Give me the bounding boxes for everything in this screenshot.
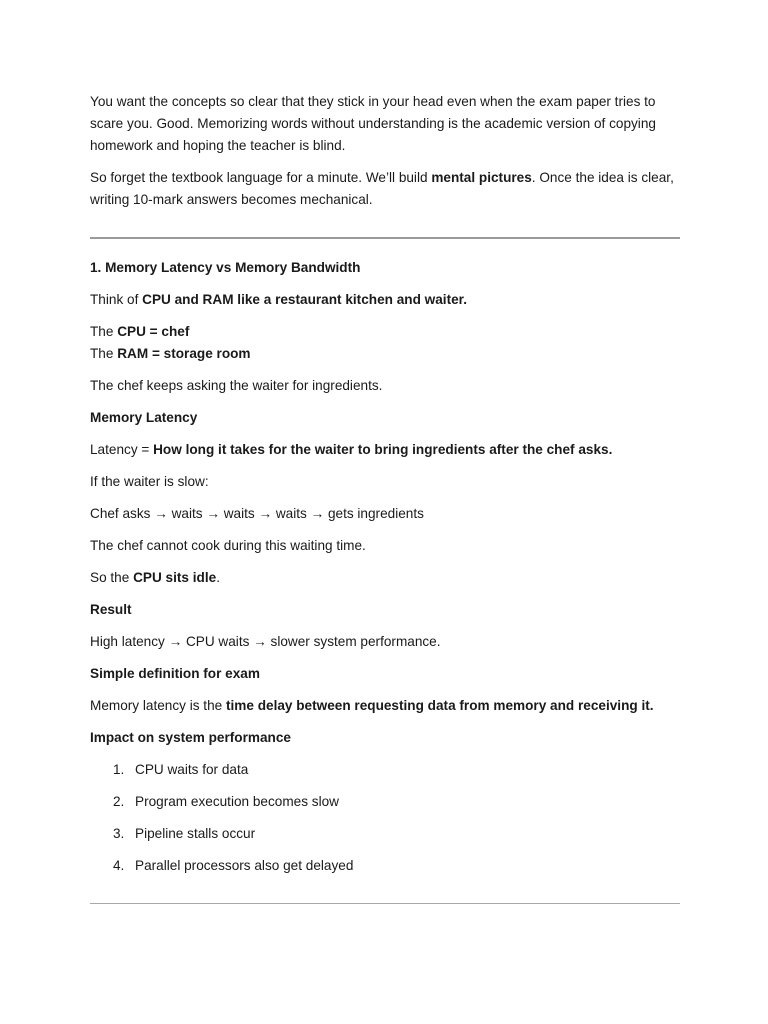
body-text: . (216, 570, 220, 585)
intro-text: . Once the idea is clear, writing 10-mark answers becomes mechanical. (90, 170, 674, 207)
subheading-text: Simple definition for exam (90, 666, 260, 681)
intro-text: You want the concepts so clear that they stick in your head even when the exam paper tries to scare you. Good. Memorizing words without understanding is the academic version of copying homework and hoping the teacher is blind. (90, 94, 656, 153)
body-text: Think of (90, 292, 143, 307)
body-text: The chef keeps asking the waiter for ingredients. (90, 378, 383, 393)
section-heading (90, 257, 680, 279)
list-item-number: 1. (113, 762, 125, 777)
intro-paragraph (90, 91, 680, 157)
list-item (90, 855, 680, 877)
cpu-line (90, 321, 680, 343)
body-bold-text: How long it takes for the waiter to bring ingredients after the chef asks. (153, 442, 613, 457)
list-item-text: CPU waits for data (135, 762, 249, 777)
chef-keeps-paragraph (90, 375, 680, 397)
body-text: High latency → CPU waits → slower system performance. (90, 634, 441, 649)
body-bold-text: CPU and RAM like a restaurant kitchen and waiter. (142, 292, 467, 307)
list-item-number: 3. (113, 826, 125, 841)
list-item (90, 759, 680, 781)
simple-definition-heading (90, 663, 680, 685)
list-item-number: 2. (113, 794, 125, 809)
cannot-cook-paragraph (90, 535, 680, 557)
if-slow-paragraph (90, 471, 680, 493)
cpu-idle-paragraph (90, 567, 680, 589)
body-text: The (90, 324, 118, 339)
body-text: Memory latency is the (90, 698, 226, 713)
list-item (90, 791, 680, 813)
latency-heading (90, 407, 680, 429)
subheading-text: Impact on system performance (90, 730, 291, 745)
intro-bold-text: mental pictures (431, 170, 532, 185)
impact-heading (90, 727, 680, 749)
body-text: Chef asks → waits → waits → waits → gets ingredients (90, 506, 424, 521)
section-divider (90, 903, 680, 904)
list-item-text: Pipeline stalls occur (135, 826, 256, 841)
intro-paragraph-2 (90, 167, 680, 211)
list-item-text: Program execution becomes slow (135, 794, 339, 809)
body-text: So the (90, 570, 134, 585)
chef-asks-paragraph (90, 503, 680, 525)
body-text: The (90, 346, 118, 361)
analogy-paragraph (90, 289, 680, 311)
subheading-text: Memory Latency (90, 410, 198, 425)
list-item-number: 4. (113, 858, 125, 873)
body-text: The chef cannot cook during this waiting time. (90, 538, 366, 553)
section-heading-text: 1. Memory Latency vs Memory Bandwidth (90, 260, 361, 275)
subheading-text: Result (90, 602, 132, 617)
list-item (90, 823, 680, 845)
body-text: Latency = (90, 442, 154, 457)
document-body (90, 91, 680, 904)
ram-line (90, 343, 680, 365)
section-divider (90, 237, 680, 239)
simple-definition-paragraph (90, 695, 680, 717)
latency-definition (90, 439, 680, 461)
impact-list (90, 759, 680, 877)
body-bold-text: time delay between requesting data from memory and receiving it. (225, 698, 654, 713)
intro-text: So forget the textbook language for a minute. We’ll build (90, 170, 432, 185)
body-text: If the waiter is slow: (90, 474, 209, 489)
result-paragraph (90, 631, 680, 653)
body-bold-text: CPU sits idle (133, 570, 217, 585)
body-bold-text: RAM = storage room (117, 346, 251, 361)
list-item-text: Parallel processors also get delayed (135, 858, 354, 873)
body-bold-text: CPU = chef (117, 324, 190, 339)
result-heading (90, 599, 680, 621)
